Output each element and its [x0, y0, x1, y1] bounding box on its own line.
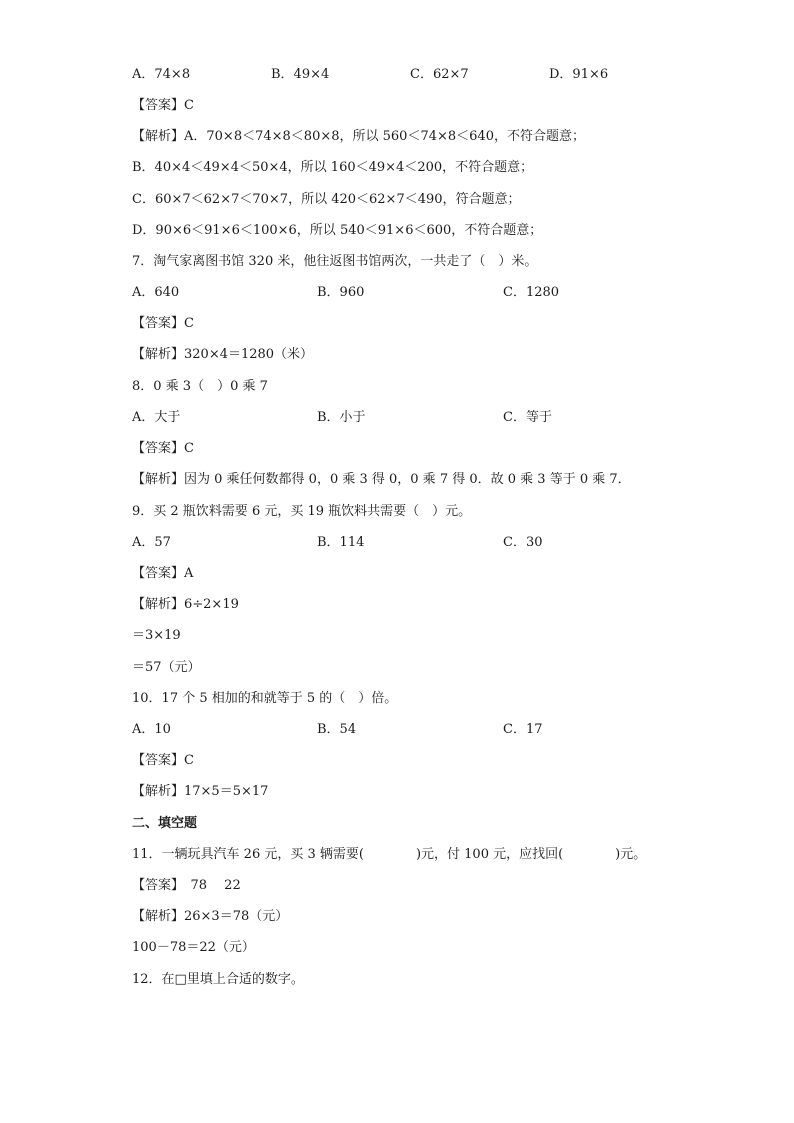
- q9-analysis-line: 【解析】6÷2×19: [132, 597, 239, 612]
- q7-answer: 【答案】C: [132, 316, 194, 331]
- q8-option-c: C．等于: [503, 410, 552, 425]
- q7-option-c: C．1280: [503, 285, 560, 300]
- q7-option-a: A．640: [132, 285, 180, 300]
- q9-option-c: C．30: [503, 535, 543, 550]
- q6-analysis-line: B．40×4＜49×4＜50×4，所以 160＜49×4＜200，不符合题意；: [132, 160, 534, 175]
- q11-answer: 【答案】 78 22: [132, 878, 241, 893]
- q9-option-b: B．114: [317, 535, 365, 550]
- q7-question: 7．淘气家离图书馆 320 米，他往返图书馆两次，一共走了（ ）米。: [132, 254, 538, 269]
- section-heading: 二、填空题: [132, 816, 198, 831]
- q10-answer: 【答案】C: [132, 753, 194, 768]
- q10-option-b: B．54: [317, 722, 357, 737]
- q6-analysis-line: C．60×7＜62×7＜70×7，所以 420＜62×7＜490，符合题意；: [132, 192, 521, 207]
- q6-answer: 【答案】C: [132, 98, 194, 113]
- q6-option-a: A．74×8: [132, 67, 191, 82]
- q6-option-b: B．49×4: [271, 67, 330, 82]
- q12-question: 12．在□里填上合适的数字。: [132, 972, 304, 987]
- q9-analysis-line: ＝57（元）: [132, 660, 201, 675]
- q7-option-b: B．960: [317, 285, 365, 300]
- q8-question: 8．0 乘 3（ ）0 乘 7: [132, 379, 268, 394]
- q10-option-c: C．17: [503, 722, 543, 737]
- q11-analysis-line: 【解析】26×3＝78（元）: [132, 909, 289, 924]
- q6-option-d: D．91×6: [549, 67, 609, 82]
- q7-analysis-line: 【解析】320×4＝1280（米）: [132, 347, 314, 362]
- q11-analysis-line: 100－78＝22（元）: [132, 940, 255, 955]
- q8-analysis-line: 【解析】因为 0 乘任何数都得 0，0 乘 3 得 0，0 乘 7 得 0．故 0 乘 3 等于 0 乘 7．: [132, 472, 631, 487]
- q9-option-a: A．57: [132, 535, 171, 550]
- q9-analysis-line: ＝3×19: [132, 628, 181, 643]
- q10-question: 10．17 个 5 相加的和就等于 5 的（ ）倍。: [132, 691, 398, 706]
- q9-question: 9．买 2 瓶饮料需要 6 元，买 19 瓶饮料共需要（ ）元。: [132, 504, 472, 519]
- q8-option-b: B．小于: [317, 410, 366, 425]
- q8-option-a: A．大于: [132, 410, 181, 425]
- q10-option-a: A．10: [132, 722, 171, 737]
- q6-analysis-line: D．90×6＜91×6＜100×6，所以 540＜91×6＜600，不符合题意；: [132, 223, 543, 238]
- q6-option-c: C．62×7: [410, 67, 469, 82]
- q10-analysis-line: 【解析】17×5＝5×17: [132, 784, 269, 799]
- q6-analysis-line: 【解析】A．70×8＜74×8＜80×8，所以 560＜74×8＜640，不符合题意；: [132, 129, 585, 144]
- q9-answer: 【答案】A: [132, 566, 194, 581]
- q11-question: 11．一辆玩具汽车 26 元，买 3 辆需要( )元，付 100 元，应找回( )元。: [132, 847, 647, 862]
- q8-answer: 【答案】C: [132, 441, 194, 456]
